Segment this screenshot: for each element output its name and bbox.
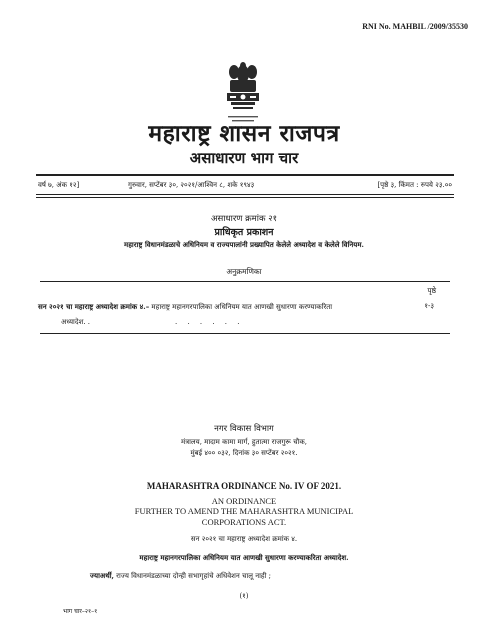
marathi-ordinance-description: महाराष्ट्र महानगरपालिका अधिनियम यात आणखी सुधारणा करण्याकरिता अध्यादेश. [139,553,349,562]
department-address-2: मुंबई ४०० ०३२, दिनांक ३० सप्टेंबर २०२१. [190,449,298,457]
pages-label: पृष्ठे [427,286,436,295]
gazette-title: महाराष्ट्र शासन राजपत्र [148,120,340,147]
entry-text: महाराष्ट्र महानगरपालिका अधिनियम यात आणखी सुधारणा करण्याकरिता [149,303,333,311]
divider [40,333,450,334]
entry-leader-dots: . . . . . . [175,318,244,326]
whereas-bold: ज्याअर्थी, [90,571,114,580]
marathi-ordinance-number: सन २०२१ चा महाराष्ट्र अध्यादेश क्रमांक ४. [190,535,298,543]
extraordinary-number: असाधारण क्रमांक २१ [210,214,278,224]
whereas-clause [90,571,271,581]
gazette-subtitle: असाधारण भाग चार [189,149,299,167]
divider [40,281,450,282]
department-address-1: मंत्रालय, मादाम कामा मार्ग, हुतात्मा राजगुरू चौक, [181,438,307,446]
divider [36,194,454,195]
divider [36,174,454,176]
volume-issue: वर्ष ७, अंक १२] [38,181,80,189]
contents-heading: अनुक्रमणिका [226,267,262,276]
contents-entry [38,302,398,312]
english-ordinance-title: MAHARASHTRA ORDINANCE No. IV OF 2021. [146,481,342,491]
entry-pages: १-३ [424,302,434,310]
pages-price: [पृष्ठे ३, किंमत : रुपये २३.०० [377,181,452,189]
authority-line: प्राधिकृत प्रकाशन [214,227,274,238]
department-name: नगर विकास विभाग [214,424,274,434]
page-number: (१) [239,592,249,600]
footer-code: भाग चार–२१–१ [63,608,98,615]
divider [36,197,454,198]
rni-number: RNI No. MAHBIL /2009/35530 [362,22,468,31]
entry-bold: सन २०२१ चा महाराष्ट्र अध्यादेश क्रमांक ४.– [38,302,150,311]
english-line-1: AN ORDINANCE [211,496,277,506]
publication-date: गुरुवार, सप्टेंबर ३०, २०२१/आश्विन ८, शके १९४३ [128,181,255,189]
english-line-3: CORPORATIONS ACT. [201,517,287,527]
notice-description: महाराष्ट्र विधानमंडळाचे अधिनियम व राज्यपालांनी प्रख्यापित केलेले अध्यादेश व केलेले विनियम. [124,240,364,249]
entry-line2: अध्यादेश. . [61,318,91,326]
whereas-text: राज्य विधानमंडळाच्या दोन्ही सभागृहांचे अधिवेशन चालू नाही ; [113,572,272,580]
english-line-2: FURTHER TO AMEND THE MAHARASHTRA MUNICIPAL [134,506,354,516]
